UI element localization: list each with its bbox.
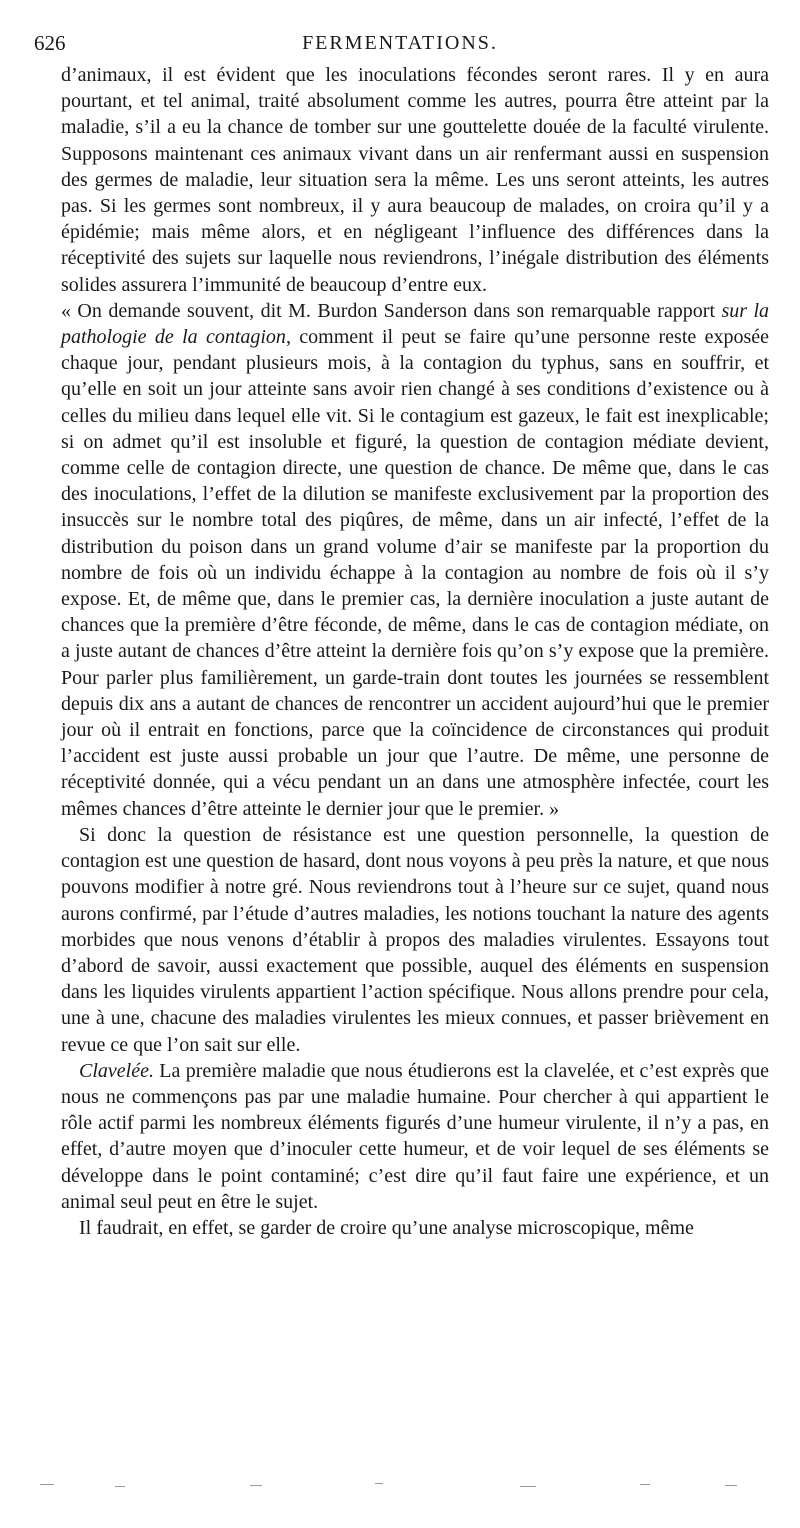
paragraph-2-text-start: « On demande souvent, dit M. Burdon Sanderson dans son remarquable rapport [61, 299, 722, 322]
paragraph-5 [61, 1215, 769, 1241]
section-heading-clavelee: Clavelée. [79, 1059, 154, 1082]
scan-specks [20, 1480, 780, 1500]
paragraph-5-text: Il faudrait, en effet, se garder de croire qu’une analyse microscopique, même [79, 1216, 694, 1239]
paragraph-4 [61, 1058, 769, 1215]
report-title: sur la pathologie de la contagion [61, 299, 770, 349]
scan-speck [375, 1483, 383, 1484]
paragraph-4-text: La première maladie que nous étudierons est la clavelée, et c’est exprès que nous ne commençons pas par une maladie humaine. Pour chercher à qui appartient le rôle actif parmi les nombreux éléments figurés d’une humeur virulente, il n’y a pas, en effet, d’autre moyen que d’inoculer cette humeur, et de voir lequel de ses éléments se développe dans le point contaminé; c’est dire qu’il faut faire une expérience, et un animal seul peut en être le sujet. [61, 1059, 769, 1213]
scan-speck [520, 1486, 536, 1487]
running-head [34, 30, 766, 56]
page-number: 626 [34, 31, 66, 55]
scan-speck [250, 1485, 262, 1486]
body-text [61, 62, 769, 1241]
paragraph-2 [61, 298, 769, 822]
paragraph-3-text: Si donc la question de résistance est une question personnelle, la question de contagion est une question de hasard, dont nous voyons à peu près la nature, et que nous pouvons modifier à notre gré. Nous reviendrons tout à l’heure sur ce sujet, quand nous aurons confirmé, par l’étude d’autres maladies, les notions touchant la nature des agents morbides que nous venons d’établir à propos des maladies virulentes. Essayons tout d’abord de savoir, aussi exactement que possible, auquel des éléments en suspension dans les liquides virulents appartient l’action spécifique. Nous allons prendre pour cela, une à une, chacune des maladies virulentes les mieux connues, et passer brièvement en revue ce que l’on sait sur elle. [61, 823, 769, 1056]
running-title: FERMENTATIONS. [302, 32, 498, 54]
scan-speck [40, 1484, 54, 1485]
scan-speck [725, 1485, 737, 1486]
scan-speck [115, 1486, 125, 1487]
paragraph-1: d’animaux, il est évident que les inoculations fécondes seront rares. Il y en aura pourtant, et tel animal, traité absolument comme les autres, pourra être atteint par la maladie, s’il a eu la chance de tomber sur une gouttelette douée de la faculté virulente. Supposons maintenant ces animaux vivant dans un air renfermant aussi en suspension des germes de maladie, leur situation sera la même. Les uns seront atteints, les autres pas. Si les germes sont nombreux, il y aura beaucoup de malades, on croira qu’il y a épidémie; mais même alors, et en négligeant l’influence des différences dans la réceptivité des sujets sur laquelle nous reviendrons, l’inégale distribution des éléments solides assurera l’immunité de beaucoup d’entre eux. [61, 64, 769, 296]
paragraph-2-text-end: , comment il peut se faire qu’une personne reste exposée chaque jour, pendant plusieurs mois, à la contagion du typhus, sans en souffrir, et qu’elle en soit un jour atteinte sans avoir rien changé à ses conditions d’existence ou à celles du milieu dans lequel elle vit. Si le contagium est gazeux, le fait est inexplicable; si on admet qu’il est insoluble et figuré, la question de contagion médiate devient, comme celle de contagion directe, une question de chance. De même que, dans le cas des inoculations, l’effet de la dilution se manifeste exclusivement par la proportion des insuccès sur le nombre total des piqûres, de même, dans un air infecté, l’effet de la distribution du poison dans un grand volume d’air se manifeste par la proportion du nombre de fois où un individu échappe à la contagion au nombre de fois où il s’y expose. Et, de même que, dans le premier cas, la dernière inoculation a juste autant de chances que la première d’être féconde, de même, dans le cas de contagion médiate, on a juste autant de chances d’être atteint la dernière fois qu’on s’y expose que la première. Pour parler plus familièrement, un garde-train dont toutes les journées se ressemblent depuis dix ans a autant de chances de rencontrer un accident aujourd’hui que le premier jour où il entrait en fonctions, parce que la coïncidence de circonstances qui produit l’accident est juste aussi probable un jour que l’autre. De même, une personne de réceptivité donnée, qui a vécu pendant un an dans une atmosphère infectée, court les mêmes chances d’être atteinte le dernier jour que le premier. » [61, 326, 769, 820]
scan-speck [640, 1484, 650, 1485]
paragraph-3 [61, 822, 769, 1058]
